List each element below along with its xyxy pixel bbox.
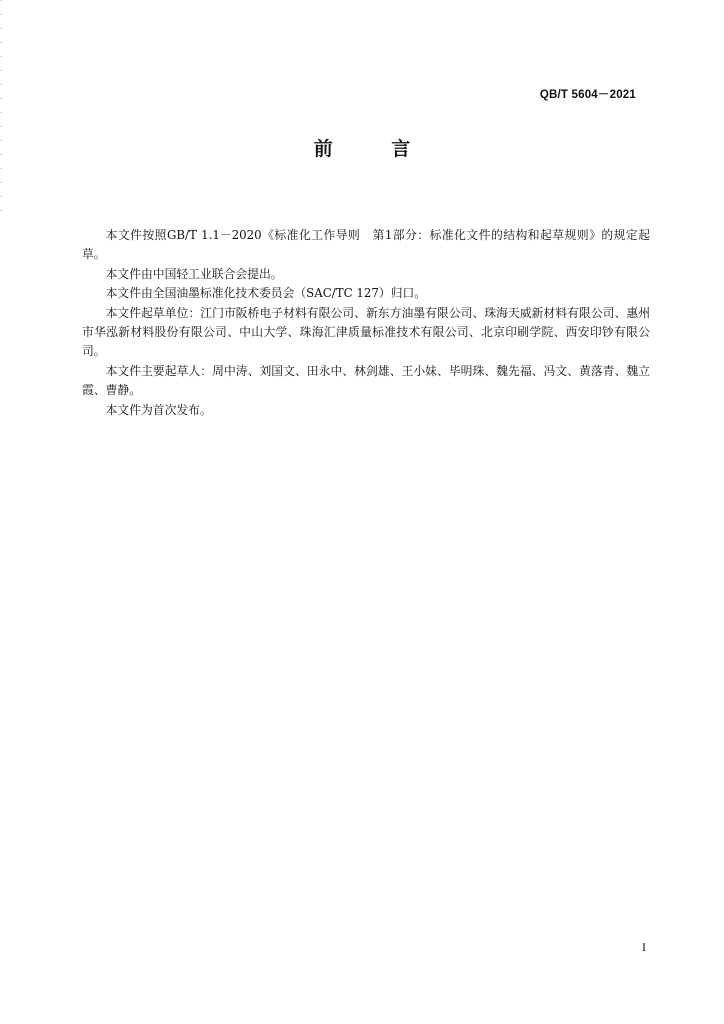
standard-code: QB/T 5604－2021 (539, 89, 636, 101)
scan-edge-marks (0, 0, 2, 220)
paragraph-main-drafters: 本文件主要起草人：周中涛、刘国文、田永中、林剑雄、王小妹、毕明珠、魏先福、冯文、黄落青、魏立霞、曹静。 (82, 363, 650, 398)
paragraph-committee: 本文件由全国油墨标准化技术委员会（SAC/TC 127）归口。 (105, 286, 427, 301)
paragraph-proposer: 本文件由中国轻工业联合会提出。 (105, 266, 283, 281)
paragraph-drafting-units: 本文件起草单位：江门市阪桥电子材料有限公司、新东方油墨有限公司、珠海天威新材料有限公司、惠州市华泓新材料股份有限公司、中山大学、珠海汇津质量标准技术有限公司、北京印刷学院、西安印钞有限公司。 (82, 305, 650, 359)
foreword-body (82, 226, 650, 420)
paragraph-first-release: 本文件为首次发布。 (105, 402, 212, 417)
page-number: I (642, 940, 646, 954)
paragraph-drafting-rules: 本文件按照GB/T 1.1－2020《标准化工作导则 第1部分：标准化文件的结构和起草规则》的规定起草。 (82, 228, 650, 262)
page-title: 前 言 (313, 138, 437, 160)
